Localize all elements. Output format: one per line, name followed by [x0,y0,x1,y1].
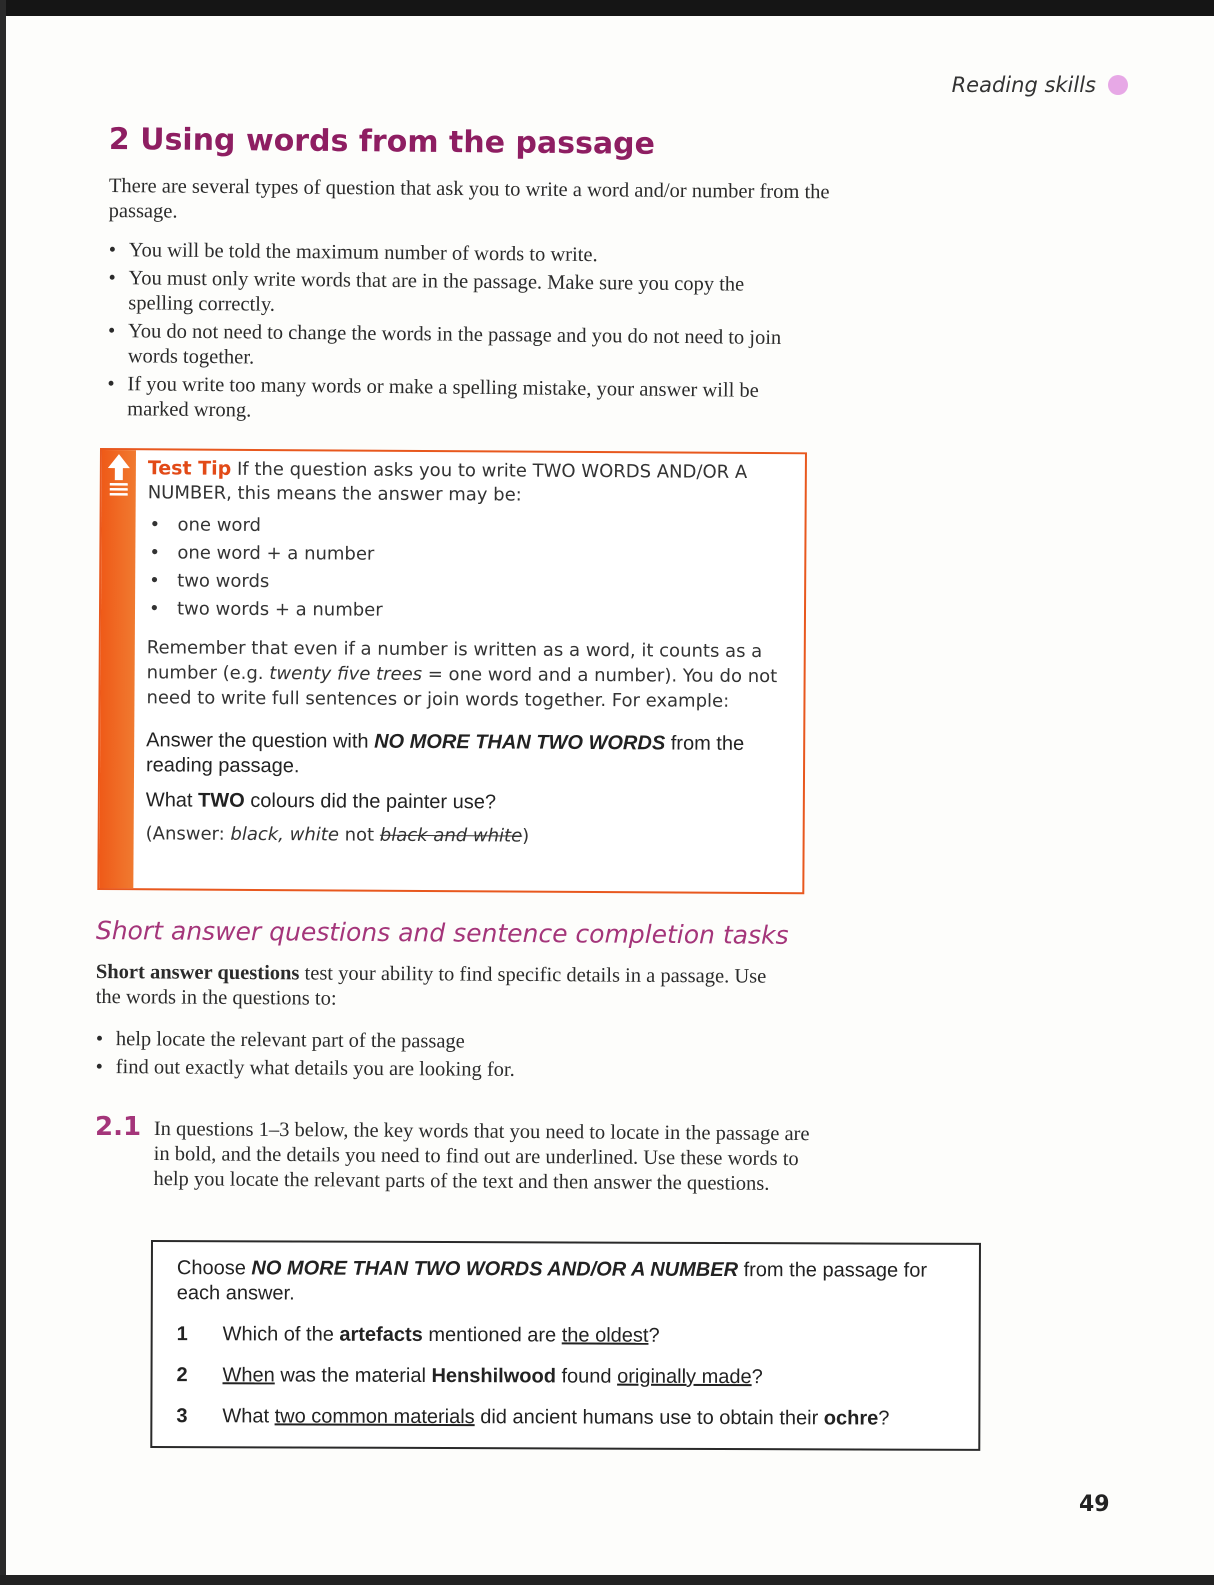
tip-stripe [99,450,136,888]
scan-top-edge [0,0,1214,16]
exercise-number: 2.1 [95,1112,142,1142]
question-text [223,1322,660,1349]
q-detail: two common materials [274,1405,475,1429]
q-text: ? [878,1407,890,1430]
running-head [952,73,1128,97]
question-instruction [177,1256,967,1309]
q-text: found [555,1365,618,1388]
short-answer-intro [96,960,796,1015]
subsection-heading: Short answer questions and sentence completion tasks [95,916,789,950]
instruction-text-2: from the passage for each answer. [176,1259,928,1305]
tip-options-list [147,511,788,627]
list-item: • two words + a number [147,595,787,627]
exercise-instruction: In questions 1–3 below, the key words that you need to locate in the passage are in bold, and the details you need to find out are underlined. Use these words to help you locate the relevant parts of the text and then answer the questions. [153,1118,810,1195]
question-number: 3 [176,1405,188,1428]
question-row [176,1404,966,1432]
section-dot-icon [1108,75,1128,95]
list-item: • You must only write words that are in the passage. Make sure you copy the spelling correctly. [108,266,808,323]
scan-bottom-edge [0,1575,1214,1585]
question-text [222,1363,762,1390]
tip-question-text-2: colours did the painter use? [244,789,497,814]
tip-question-text: What [145,789,199,812]
tip-example-text-2: from the reading passage. [145,732,745,778]
tip-remember [146,635,786,714]
instruction-text: Choose [176,1257,252,1280]
tip-answer-not: not [338,824,380,846]
q-keyword: ochre [823,1407,879,1430]
tip-label: Test Tip [147,457,232,480]
question-row [177,1322,967,1350]
running-head-text: Reading skills [951,73,1096,97]
tip-example-answer [146,822,786,850]
q-detail: the oldest [561,1324,649,1347]
short-answer-list [96,1027,736,1087]
q-text: ? [751,1366,763,1389]
section-title: 2 Using words from the passage [108,122,656,162]
q-text: What [222,1405,275,1428]
tip-answer-suffix: ) [522,825,530,847]
list-item: • You will be told the maximum number of words to write. [109,238,809,270]
scan-left-edge [0,0,6,1585]
q-text: ? [648,1324,660,1347]
q-text: mentioned are [422,1323,562,1347]
list-item: • You do not need to change the words in the passage and you do not need to join words together. [108,319,808,376]
tip-answer-correct: black, white [230,823,339,846]
up-arrow-icon [107,453,131,497]
tip-answer-prefix: (Answer: [145,823,231,845]
rules-list [107,238,809,432]
page-number: 49 [1079,1492,1110,1517]
list-item: • two words [147,567,787,599]
list-item: • If you write too many words or make a spelling mistake, your answer will be marked wrong. [107,372,807,429]
q-keyword: Henshilwood [431,1364,557,1388]
tip-intro-text: If the question asks you to write TWO WORDS AND/OR A NUMBER, this means the answer may be: [147,458,748,506]
question-box [150,1240,981,1451]
question-row [176,1363,966,1391]
tip-example-question [146,788,786,816]
list-item: • one word + a number [147,539,787,571]
q-detail: originally made [617,1365,752,1389]
question-number: 2 [176,1364,188,1387]
q-text: Which of the [222,1323,340,1346]
q-keyword: artefacts [339,1323,423,1346]
tip-example-text: Answer the question with [146,729,375,753]
question-number: 1 [176,1323,188,1346]
tip-remember-text-2: = one word and a number). You do not need to write full sentences or join words together. For example: [146,663,778,712]
q-detail: When [222,1364,275,1387]
tip-example-bold: NO MORE THAN TWO WORDS [374,730,666,755]
tip-answer-wrong: black and white [379,824,523,847]
short-answer-text: test your ability to find specific details in a passage. Use the words in the questions to: [95,962,767,1010]
tip-content [146,456,788,850]
test-tip-box [97,448,807,894]
tip-example-instruction [146,728,786,782]
question-box-content [176,1256,967,1432]
instruction-bold: NO MORE THAN TWO WORDS AND/OR A NUMBER [251,1257,739,1282]
q-text: was the material [274,1364,432,1387]
question-text [222,1404,889,1431]
list-item: • help locate the relevant part of the passage [96,1027,736,1056]
short-answer-term: Short answer questions [95,961,300,985]
list-item: • one word [147,511,787,543]
tip-question-bold: TWO [198,789,245,812]
tip-remember-example: twenty five trees [269,663,423,685]
list-item: • find out exactly what details you are looking for. [96,1055,736,1084]
tip-intro [148,456,788,509]
section-intro: There are several types of question that ask you to write a word and/or number from the passage. [108,174,830,223]
tip-remember-text: Remember that even if a number is written as a word, it counts as a number (e.g. [146,637,763,685]
q-text: did ancient humans use to obtain their [474,1406,824,1430]
